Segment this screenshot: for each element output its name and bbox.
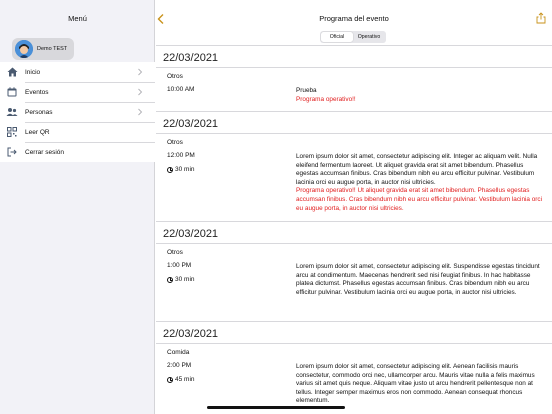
event-duration-label: 30 min bbox=[175, 276, 195, 283]
event-type: Otros bbox=[167, 73, 183, 80]
event-time: 12:00 PM bbox=[167, 152, 195, 159]
sidebar-item-eventos[interactable] bbox=[0, 82, 155, 102]
program-segmented-control bbox=[320, 31, 386, 43]
event-text: Lorem ipsum dolor sit amet, consectetur adipiscing elit. Aenean facilisis mauris consectetur, commodo orci nec, ullamcorper arcu. Mauris vitae nulla a felis maximus varius sit amet quis neque. Aliquam vitae justo ut arcu hendrerit pellentesque non at tellus. Integer semper maximus eros non commodo. Aenean consequat rhoncus elementum. bbox=[296, 363, 535, 405]
qr-icon bbox=[6, 126, 18, 138]
event-time: 2:00 PM bbox=[167, 362, 192, 369]
clock-icon bbox=[167, 377, 173, 383]
event-operative-text: Programa operativo!! Ut aliquet gravida erat sit amet bibendum. Phasellus egestas accumsan finibus. Cras bibendum nibh eu arcu efficitur pulvinar. Vestibulum lacinia orci eu augue porta, in auctor nisi ultricies. bbox=[296, 187, 543, 212]
clock-icon bbox=[167, 277, 173, 283]
event-type: Otros bbox=[167, 139, 183, 146]
event-duration-label: 45 min bbox=[175, 376, 195, 383]
sidebar bbox=[0, 0, 155, 414]
user-profile[interactable] bbox=[12, 38, 74, 60]
share-icon[interactable] bbox=[536, 12, 546, 24]
clock-icon bbox=[167, 167, 173, 173]
event-operative-text: Programa operativo!! bbox=[296, 95, 356, 103]
tab-oficial[interactable]: Oficial bbox=[321, 32, 353, 42]
event-duration-label: 30 min bbox=[175, 166, 195, 173]
event-date: 22/03/2021 bbox=[163, 118, 219, 130]
logout-icon bbox=[6, 146, 18, 158]
sidebar-item-label: Cerrar sesión bbox=[25, 148, 65, 156]
event-text: Lorem ipsum dolor sit amet, consectetur adipiscing elit. Integer ac aliquam velit. Nulla eleifend fermentum laoreet. Ut aliquet gravida erat sit amet bibendum. Phasellus egestas accumsan finibus. Cras bibendum nibh eu arcu efficitur pulvinar. Vestibulum lacinia orci eu augue porta, in auctor nisi ultricies. bbox=[296, 153, 538, 186]
event-card[interactable] bbox=[156, 228, 552, 322]
user-name: Demo TEST bbox=[37, 46, 68, 52]
event-duration bbox=[167, 376, 195, 383]
tab-operativo[interactable]: Operativo bbox=[357, 34, 381, 40]
sidebar-item-label: Personas bbox=[25, 108, 53, 116]
home-icon bbox=[6, 66, 18, 78]
event-type: Comida bbox=[167, 349, 190, 356]
event-date: 22/03/2021 bbox=[163, 328, 219, 340]
event-time: 10:00 AM bbox=[167, 86, 195, 93]
event-type: Otros bbox=[167, 249, 183, 256]
chevron-right-icon bbox=[137, 88, 143, 96]
main-content bbox=[156, 0, 552, 414]
sidebar-item-leer-qr[interactable] bbox=[0, 122, 155, 142]
event-description bbox=[296, 363, 546, 406]
chevron-right-icon bbox=[137, 68, 143, 76]
event-duration bbox=[167, 166, 195, 173]
event-card[interactable] bbox=[156, 118, 552, 222]
event-description bbox=[296, 87, 546, 104]
event-text: Prueba bbox=[296, 87, 317, 94]
calendar-icon bbox=[6, 86, 18, 98]
event-card[interactable] bbox=[156, 328, 552, 414]
chevron-right-icon bbox=[137, 108, 143, 116]
sidebar-item-label: Inicio bbox=[25, 68, 41, 76]
page-title: Programa del evento bbox=[319, 14, 389, 23]
event-time: 1:00 PM bbox=[167, 262, 192, 269]
event-description bbox=[296, 263, 546, 297]
event-date: 22/03/2021 bbox=[163, 228, 219, 240]
event-text: Lorem ipsum dolor sit amet, consectetur adipiscing elit. Suspendisse egestas tincidunt arcu at condimentum. Maecenas hendrerit sed nisi feugiat finibus. In hac habitasse platea dictumst. Phasellus egestas accumsan finibus. Cras bibendum nibh eu arcu efficitur pulvinar. Vestibulum lacinia orci eu augue porta, in auctor nisi ultricies. bbox=[296, 263, 540, 296]
avatar bbox=[15, 40, 33, 58]
event-description bbox=[296, 153, 546, 213]
event-duration bbox=[167, 276, 195, 283]
sidebar-item-label: Leer QR bbox=[25, 128, 50, 136]
sidebar-title: Menú bbox=[68, 14, 87, 23]
event-date: 22/03/2021 bbox=[163, 52, 219, 64]
event-card[interactable] bbox=[156, 52, 552, 112]
home-indicator[interactable] bbox=[207, 406, 345, 409]
sidebar-item-personas[interactable] bbox=[0, 102, 155, 122]
sidebar-menu bbox=[0, 62, 155, 162]
sidebar-item-label: Eventos bbox=[25, 88, 49, 96]
people-icon bbox=[6, 106, 18, 118]
sidebar-item-cerrar-sesion[interactable] bbox=[0, 142, 155, 162]
sidebar-item-inicio[interactable] bbox=[0, 62, 155, 82]
